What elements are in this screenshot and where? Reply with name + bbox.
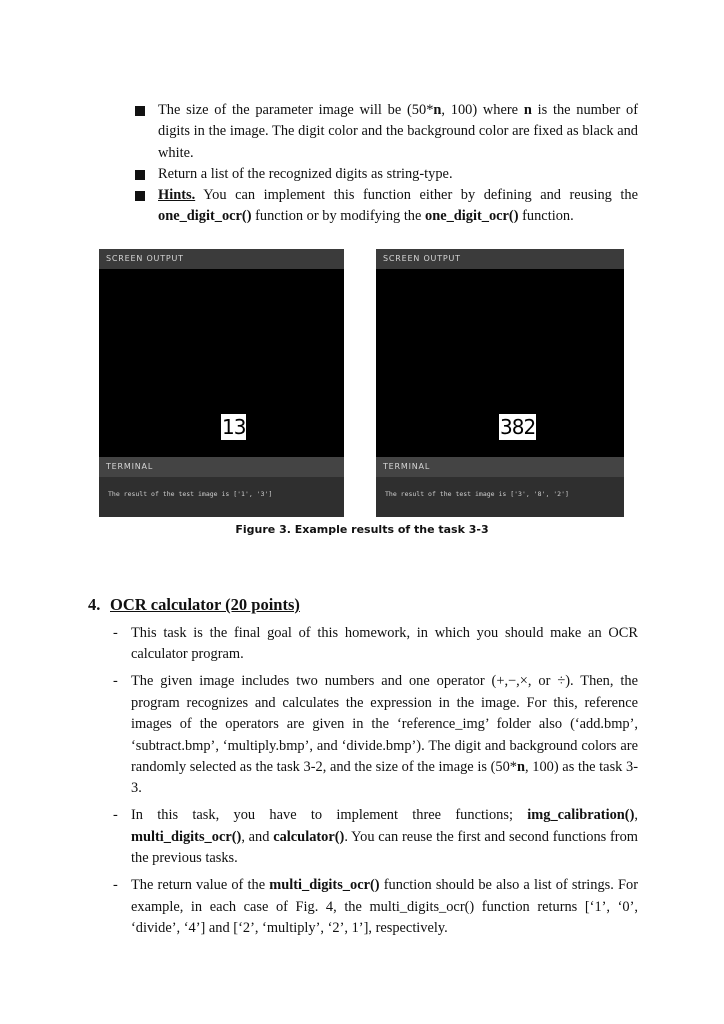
terminal-header: TERMINAL [99,457,344,477]
screen-output-header: SCREEN OUTPUT [99,249,344,269]
list-item: - In this task, you have to implement three functions; img_calibration(), multi_digits_ocr(), and calculator(). You can reuse the first and second functions from the previous tasks. [113,807,638,867]
terminal-output: The result of the test image is ['3', '8', '2'] [376,477,624,517]
figure-caption: Figure 3. Example results of the task 3-3 [235,523,489,536]
square-bullet-icon [135,106,145,116]
list-item: - The given image includes two numbers and one operator (+,−,×, or ÷). Then, the program recognizes and calculates the expression in the image. For this, reference images of the operators are given in the ‘reference_img’ folder also (‘add.bmp’, ‘subtract.bmp’, ‘multiply.bmp’, and ‘divide.bmp’). The digit and background colors are randomly selected as the task 3-2, and the size of the image is (50*n, 100) as the task 3-3. [113,673,639,797]
screen-output-header: SCREEN OUTPUT [376,249,624,269]
digit-image: 13 [222,415,246,439]
bullet-item: The size of the parameter image will be (50*n, 100) where n is the number of digits in the image. The digit color and the background color are fixed as black and white. [133,100,638,164]
bullet-item: Hints. You can implement this function either by defining and reusing the one_digit_ocr() function or by modifying the one_digit_ocr() function. [133,185,638,228]
square-bullet-icon [135,170,145,180]
digit-image: 382 [500,415,536,439]
section-number: 4. [88,595,101,614]
list-item: - This task is the final goal of this homework, in which you should make an OCR calculator program. [113,625,638,663]
terminal-output: The result of the test image is ['1', '3'] [99,477,344,517]
square-bullet-icon [135,191,145,201]
bullet-item: Return a list of the recognized digits as string-type. [133,164,638,185]
example-output-panel [376,249,624,517]
hints-label: Hints. [158,187,196,204]
section-title: OCR calculator (20 points) [110,595,300,614]
list-item: - The return value of the multi_digits_ocr() function should be also a list of strings. For example, in each case of Fig. 4, the multi_digits_ocr() function returns [‘1’, ‘0’, ‘divide’, ‘4’] and [‘2’, ‘multiply’, ‘2’, 1’], respectively. [113,877,638,937]
terminal-header: TERMINAL [376,457,624,477]
example-output-panel [99,249,344,517]
section-heading [88,595,300,615]
screen-output [99,269,344,457]
task-description-list [113,623,638,945]
requirements-list [133,100,638,228]
screen-output [376,269,624,457]
